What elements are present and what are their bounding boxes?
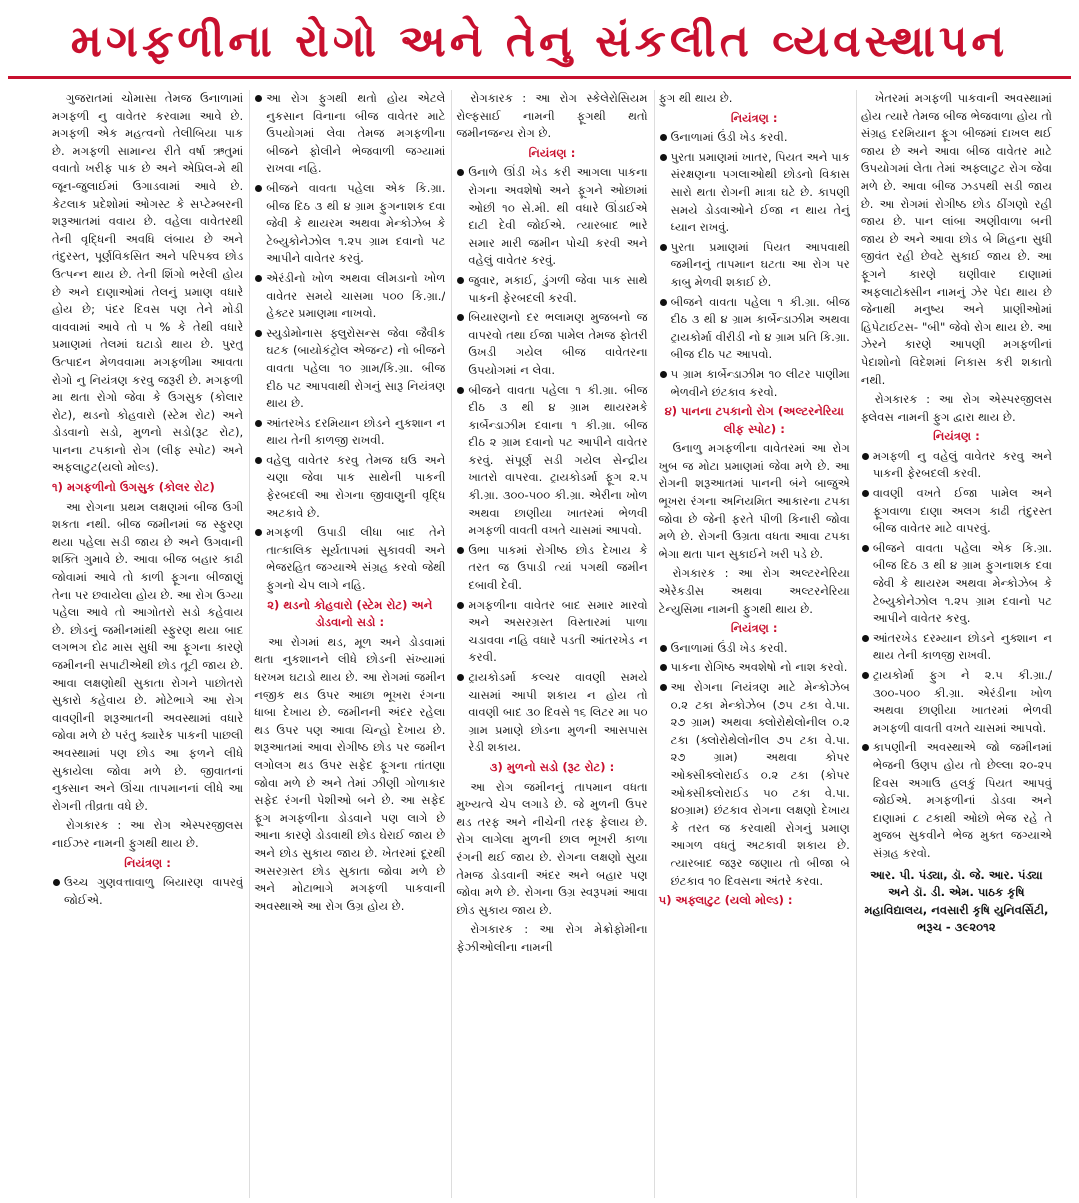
- column-3: [451, 90, 647, 1198]
- list-item: બીજને વાવતા પહેલા એક કિ.ગ્રા. બીજ દિઠ ૩ થી ૪ ગ્રામ ફુગનાશક દવા જેવી કે થાયરમ અથવા મેન્કોઝેબ કે ટેબ્યુકોનેઝોલ ૧.૨૫ ગ્રામ દવાનો પટ આપીને વાવેતર કરવુ.: [861, 540, 1052, 628]
- control-heading: નિયંત્રણ :: [528, 145, 576, 160]
- list-item: પુરતા પ્રમાણમાં પિયત આપવાથી જમીનનું તાપમાન ઘટતા આ રોગ પર કાબુ મેળવી શકાઈ છે.: [659, 239, 850, 292]
- leaf-spot-paragraph: ઉનાળુ મગફળીના વાવેતરમાં આ રોગ ખુબ જ મોટા પ્રમાણમાં જેવા મળે છે. આ રોગની શરૂઆતમાં પાનની બંને બાજુએ ભૂખરા રંગના અનિયમિત આકારના ટપકા જોવા છે જેની ફરતે પીળી કિનારી જોવા મળે છે. રોગની ઉગ્રતા વધતા આવા ટપકા ભેગા થતા પાન સુકાઈને ખરી પડે છે.: [658, 441, 850, 561]
- collar-rot-paragraph: આ રોગના પ્રથમ લક્ષણમાં બીજ ઉગી શકતા નથી. બીજ જમીનમાં જ સ્ફુરણ થયા પહેલા સડી જાય છે અને ઉગવાની શક્તિ ગુમાવે છે. આવા બીજ બહાર કાઢી જોવામાં આવે તો કાળી ફૂગના બીજાણું તેના પર છવાયેલા હોય છે. આ રોગ ઉગ્યા પહેલા આવે તો આગોતરો સડો કહેવાય છે. છોડનું જમીનમાંથી સ્ફુરણ થયા બાદ લગભગ દોઢ માસ સુધી આ ફૂગના કારણે જમીનની સપાટીએથી છોડ તૂટી જાય છે. આવા લક્ષણોથી સુકાતા રોગને પાછોતરો સુકારો કહેવાય છે. મોટેભાગે આ રોગ વાવણીની શરૂઆતની અવસ્થામાં વધારે જોવા મળે છે પરંતુ ક્યારેક પાકની પાછલી અવસ્થામાં પણ છોડ આ ફળને લીધે સુકાયેલા જોવા મળે છે. જીવાતનાં નુક્સાન અને ઊંચા તાપમાનનાં લીધે આ રોગની તીવ્રતા વધે છે.: [52, 499, 244, 813]
- list-item: ઉનાળે ઊંડી ખેડ કરી આગલા પાકના રોગના અવશેષો અને ફૂગને ઓછામાં ઓછી ૧૦ સે.મી. થી વધારે ઊંડાઈએ દાટી દેવી જોઈએ. ત્યારબાદ ભારે સમાર મારી જમીન પોચી કરવી અને વહેલું વાવેતર કરવું.: [456, 164, 647, 270]
- section-heading-stem-rot: ૨) થડનો કોહવારો (સ્ટેમ રોટ) અને ડોડવાનો સડો :: [267, 597, 433, 630]
- list-item: આ રોગ ફુગથી થતો હોય એટલે નુકસાન વિનાના બીજ વાવેતર માટે ઉપયોગમાં લેવા તેમજ મગફળીના બીજને ફોલીને ભેજવાળી જગ્યામાં રાખવા નહિ.: [254, 90, 445, 178]
- control-list: [659, 129, 850, 401]
- yellow-mold-paragraph: ખેતરમાં મગફળી પાકવાની અવસ્થામાં હોય ત્યારે તેમજ બીજ ભેજવાળા હોય તો સંગ્રહ દરમિયાન ફૂગ બીજમાં દાખલ થઈ જાય છે અને આવા બીજ વાવેતર માટે ઉપયોગમાં લેતા તેમાં અફ્લાટુટ રોગ જેવા મળે છે. આવા બીજ ઝડપથી સડી જાય છે. આ રોગમાં રોગીષ્ઠ છોડ ઠીંગણો રહી જાય છે. પાન લાંબા અણીવાળા બની જાય છે અને આવા છોડ બે મિહના સુધી જીવંત રહી છેવટે સુકાઈ જાય છે. આ ફૂગને કારણે ઘણીવાર દાણામાં અફલાટોક્સીન નામનું ઝેર પેદા થાય છે જેનાથી મનુષ્ય અને પ્રાણીઓમાં હિપેટાઈટસ- "બી" જેવો રોગ થાય છે. આ ઝેરને કારણે આપણી મગફળીનાં પેદાશોનો વિદેશમાં નિકાસ કરી શકાતો નથી.: [860, 91, 1053, 387]
- list-item: બીજને વાવતા પહેલા ૧ કી.ગ્રા. બીજ દીઠ ૩ થી ૪ ગ્રામ થાયરમકે કાર્બેન્ડાઝીમ દવાના ૧ કી.ગ્રા. બીજ દીઠ ૨ ગ્રામ દવાનો પટ આપીને વાવેતર કરવું. સંપૂર્ણ સડી ગયેલ સેન્દ્રીય ખાતરો વાપરવા. ટ્રાયકોડર્મા ફૂગ ૨.૫ કી.ગ્રા. ૩૦૦-૫૦૦ કી.ગ્રા. એરીના ખોળ અથવા છાણીયા ખાતરમાં ભેળવી મગફળી વાવતી વખતે ચાસમાં આપવો.: [456, 382, 647, 540]
- control-list: [254, 90, 445, 595]
- stem-rot-pathogen: રોગકારક : આ રોગ સ્કેલેરોસિયમ રોલ્ફસાઈ નામની ફૂગથી થતો જમીનજન્ય રોગ છે.: [456, 91, 648, 141]
- list-item: મગફળીના વાવેતર બાદ સમાર મારવો અને અસરગ્રસ્ત વિસ્તારમાં પાળા ચડાવવા નહિ વધારે પડતી આંતરખેડ ન કરવી.: [456, 597, 647, 667]
- list-item: ટ્રાયકોડર્મા કલ્ચર વાવણી સમયે ચાસમાં આપી શકાય ન હોય તો વાવણી બાદ ૩૦ દિવસે ૧૬ લિટર મા ૫૦ ગ્રામ પ્રમાણે છોડના મુળની આસપાસ રેડી શકાય.: [456, 669, 647, 757]
- list-item: પુરતા પ્રમાણમાં ખાતર, પિયત અને પાક સંરક્ષણના પગલાઓથી છોડનો વિકાસ સારો થતા રોગની માત્રા ઘટે છે. કાપણી સમયે ડોડવાઓને ઈજા ન થાય તેનું ધ્યાન રાખવું.: [659, 149, 850, 237]
- list-item: આંતરખેડ દરમ્યાન છોડને નુક્શાન ન થાય તેની કાળજી રાખવી.: [861, 630, 1052, 665]
- control-list: [659, 640, 850, 890]
- list-item: ઉભા પાકમાં રોગીષ્ઠ છોડ દેખાય કે તરત જ ઉપાડી ત્યાં પગથી જમીન દબાવી દેવી.: [456, 542, 647, 595]
- page-title: મગફળીના રોગો અને તેનુ સંકલીત વ્યવસ્થાપન: [70, 15, 1009, 67]
- list-item: કાપણીની અવસ્થાએ જો જમીનમાં ભેજની ઉણપ હોય તો છેલ્લા ૨૦-૨૫ દિવસ અગાઉ હલકું પિયત આપવું જોઈએ. મગફળીનાં ડોડવા અને દાણામાં ૮ ટકાથી ઓછો ભેજ રહે તે મુજબ સુકવીને ભેજ મુક્ત જગ્યાએ સંગ્રહ કરવો.: [861, 739, 1052, 862]
- control-heading: નિયંત્રણ :: [730, 621, 778, 636]
- column-4: [654, 90, 850, 1198]
- section-heading-root-rot: ૩) મુળનો સડો (રૂટ રોટ) :: [489, 759, 615, 774]
- root-rot-paragraph: આ રોગ જમીનનું તાપમાન વધતા મુખ્યત્વે ચેપ લગાડે છે. જે મુળની ઉપર થડ તરફ અને નીચેની તરફ ફેલાય છે. રોગ લાગેલા મુળની છાલ ભૂખરી કાળા રંગની થઈ જાય છે. રોગના લક્ષણો સુયા તેમજ ડોડવાની અંદર અને બહાર પણ જોવા મળે છે. રોગના ઉગ્ર સ્વરૂપમાં આવા છોડ સુકાય જાય છે.: [456, 779, 648, 917]
- list-item: ઉચ્ચ ગુણવત્તાવાળુ બિયારણ વાપરવું જોઈએ.: [52, 874, 243, 909]
- list-item: મગફળી ઉપાડી લીધા બાદ તેને તાત્કાલિક સૂર્યતાપમાં સુકાવવી અને ભેજરહિત જગ્યાએ સંગ્રહ કરવો જેથી ફુગનો ચેપ લાગે નહિ.: [254, 524, 445, 594]
- column-5: [856, 90, 1052, 1198]
- root-rot-pathogen-cont: ફુગ થી થાય છે.: [658, 91, 733, 105]
- control-heading: નિયંત્રણ :: [730, 110, 778, 125]
- list-item: મગફળી નુ વહેલું વાવેતર કરવુ અને પાકની ફેરબદલી કરવી.: [861, 448, 1052, 483]
- list-item: બીજને વાવતા પહેલા ૧ કી.ગ્રા. બીજ દીઠ ૩ થી ૪ ગ્રામ કાર્બેન્ડાઝીમ અથવા ટ્રાયકોર્મા વીરીડી નો ૪ ગ્રામ પ્રતિ કિ.ગ્રા. બીજ દીઠ પટ આપવો.: [659, 294, 850, 364]
- intro-paragraph: ગુજરાતમાં ચોમાસા તેમજ ઉનાળામાં મગફળી નુ વાવેતર કરવામા આવે છે. મગફળી એક મહત્વનો તેલીબિયા પાક છે. મગફળી સામાન્ય રીતે વર્ષા ઋતુમાં વવાતો ખરીફ પાક છે અને એપ્રિલ-મે થી જૂન-જુલાઈમાં ઉગાડવામાં આવે છે. કેટલાક પ્રદેશોમાં ઓગસ્ટ કે સપ્ટેમ્બરની શરૂઆતમાં વવાય છે. વહેલા વાવેતરથી તેની વૃદ્ધિની અવધિ લંબાય છે અને તંદુરસ્ત, પૂર્ણવિકસિત અને પરિપક્વ છોડ ઉત્પન્ન થાય છે. તેની શિંગો ભરેલી હોય છે અને દાણાઓમાં તેલનું પ્રમાણ વધારે હોય છે; પંદર દિવસ પણ તેને મોડી વાવવામાં આવે તો ૫ % કે તેથી વધારે પ્રમાણમાં તેલમાં ઘટાડો થાય છે. પુરતુ ઉત્પાદન મેળવવામા મગફળીમા આવતા રોગો નુ નિયંત્રણ કરવુ જરૂરી છે. મગફળી મા થતા રોગો જેવા કે ઉગસુક (કોલાર રોટ), થડનો કોહવારો (સ્ટેમ રોટ) અને ડોડવાનો સડો, મુળનો સડો(રૂટ રોટ), પાનના ટપકાનો રોગ (લીફ સ્પોટ) અને અફલાટુટ(યલો મોલ્ડ).: [52, 91, 244, 475]
- list-item: જુવાર, મકાઈ, ડુંગળી જેવા પાક સાથે પાકની ફેરબદલી કરવી.: [456, 272, 647, 307]
- control-heading: નિયંત્રણ :: [124, 855, 171, 870]
- control-heading: નિયંત્રણ :: [933, 429, 980, 444]
- list-item: બિયારણનો દર ભલામણ મુજબનો જ વાપરવો તથા ઈજા પામેલ તેમજ ફોતરી ઉખડી ગયેલ બીજ વાવેતરના ઉપયોગમાં ન લેવા.: [456, 309, 647, 379]
- control-list: [861, 448, 1052, 863]
- column-1: [52, 90, 243, 1198]
- section-heading-collar-rot: ૧) મગફળીનો ઉગસુક (કોલર રોટ): [52, 480, 215, 495]
- list-item: ઉનાળામાં ઉંડી ખેડ કરવી.: [659, 129, 850, 147]
- list-item: વહેલુ વાવેતર કરવુ તેમજ ઘઉ અને ચણા જેવા પાક સાથેની પાકની ફેરબદલી આ રોગના જીવાણુની વૃદ્ધિ અટકાવે છે.: [254, 452, 445, 522]
- article-body: [52, 90, 1052, 1198]
- leaf-spot-pathogen: રોગકારક : આ રોગ અલ્ટરનેરિયા એરેકડીસ અથવા અલ્ટરનેરિયા ટેન્યુસિમા નામની ફુગથી થાય છે.: [658, 566, 850, 616]
- list-item: આ રોગના નિયંત્રણ માટે મેન્કોઝેબ ૦.૨ ટકા મેન્કોઝેબ (૭૫ ટકા વે.પા. ૨૭ ગ્રામ) અથવા ક્લોરોથેલોનીલ ૦.૨ ટકા (ક્લોરોથેલોનીલ ૭૫ ટકા વે.પા. ૨૭ ગ્રામ) અથવા કોપર ઓક્સીક્લોરાઈડ ૦.૨ ટકા (કોપર ઓક્સીક્લોરાઈડ ૫૦ ટકા વે.પા. ૪૦ગ્રામ) છંટકાવ રોગના લક્ષણો દેખાય કે તરત જ કરવાથી રોગનું પ્રમાણ આગળ વધતું અટકાવી શકાય છે. ત્યારબાદ જરૂર જણાય તો બીજા બે છંટકાવ ૧૦ દિવસના અંતરે કરવા.: [659, 679, 850, 890]
- list-item: પાકના રોગિષ્ઠ અવશેષો નો નાશ કરવો.: [659, 659, 850, 677]
- list-item: ટ્રાયકોર્મા ફુગ ને ૨.૫ કી.ગ્રા./ ૩૦૦-૫૦૦ કી.ગ્રા. એરંડીના ખોળ અથવા છાણીયા ખાતરમાં ભેળવી મગફળી વાવતી વખતે ચાસમાં આપવો.: [861, 667, 1052, 737]
- yellow-mold-pathogen: રોગકારક : આ રોગ એસ્પરજીલસ ફ્લેવસ નામની ફુગ દ્વારા થાય છે.: [860, 392, 1053, 424]
- list-item: આંતરખેડ દરમિયાન છોડને નુકશાન ન થાય તેની કાળજી રાખવી.: [254, 415, 445, 450]
- section-heading-leaf-spot: ૪) પાનના ટપકાનો રોગ (અલ્ટરનેરિયા લીફ સ્પોટ) :: [664, 404, 844, 436]
- root-rot-pathogen: રોગકારક : આ રોગ મેક્રોફોમીના ફેઝીઓલીના નામની: [456, 922, 648, 954]
- list-item: એરંડીનો ખોળ અથવા લીમડાનો ખોળ વાવેતર સમયે ચાસમા ૫૦૦ કિ.ગ્રા./ હેક્ટર પ્રમાણમા નાખવો.: [254, 270, 445, 323]
- title-banner: [8, 6, 1071, 79]
- stem-rot-paragraph: આ રોગમાં થડ, મૂળ અને ડોડવામાં થતા નુકશાનને લીધે છોડની સંખ્યામાં ધરખમ ઘટાડો થાય છે. આ રોગમાં જમીન નજીક થડ ઉપર આછા ભૂખરા રંગના ધાબા દેખાય છે. જમીનની અંદર રહેલા થડ ઉપર પણ આવા ચિન્હો દેખાય છે. શરૂઆતમાં આવા રોગીષ્ઠ છોડ પર જમીન લગોલગ થડ ઉપર સફેદ ફૂગના તાંતણા જોવા મળે છે અને તેમાં ઝીણી ગોળાકાર સફેદ રંગની પેશીઓ બને છે. આ સફેદ ફૂગ મગફળીના ડોડવાને પણ લાગે છે આના કારણે ડોડવાથી છોડ ઘેરાઈ જાય છે અને છોડ સુકાય જાય છે. ખેતરમાં દૂરથી અસરગ્રસ્ત છોડ સુકાતા જોવા મળે છે અને મોટાભાગે મગફળી પાકવાની અવસ્થાએ આ રોગ ઉગ્ર હોય છે.: [254, 634, 446, 913]
- list-item: વાવણી વખતે ઈજા પામેલ અને ફૂગવાળા દાણા અલગ કાઢી તંદુરસ્ત બીજ વાવેતર માટે વાપરવું.: [861, 485, 1052, 538]
- author-credit: આર. પી. પંડ્યા, ડૉ. જે. આર. પંડ્યા અને ડૉ. ડી. એમ. પાઠક કૃષિ મહાવિદ્યાલય, નવસારી કૃષિ યુનિવર્સિટી, ભરૂચ - ૩૯૨૦૧૨: [864, 867, 1049, 935]
- column-2: [249, 90, 445, 1198]
- list-item: બીજને વાવતા પહેલા એક કિ.ગ્રા. બીજ દિઠ ૩ થી ૪ ગ્રામ ફુગનાશક દવા જેવી કે થાયરમ અથવા મેન્કોઝેબ કે ટેબ્યુકોનેઝોલ ૧.૨૫ ગ્રામ દવાનો પટ આપીને વાવેતર કરવું.: [254, 180, 445, 268]
- collar-rot-pathogen: રોગકારક : આ રોગ એસ્પરજીલસ નાઈઝર નામની ફુગથી થાય છે.: [52, 818, 244, 850]
- control-list: [52, 874, 243, 909]
- list-item: ૫ ગ્રામ કાર્બેન્ડાઝીમ ૧૦ લીટર પાણીમા ભેળવીને છંટકાવ કરવો.: [659, 366, 850, 401]
- section-heading-yellow-mold: ૫) અફ્લાટુટ (યલો મોલ્ડ) :: [658, 893, 793, 908]
- list-item: ઉનાળામાં ઉંડી ખેડ કરવી.: [659, 640, 850, 658]
- control-list: [456, 164, 647, 757]
- list-item: સ્યુડોમોનાસ ફ્લુરોસન્સ જેવા જૈવીક ઘટક (બાયોકંટ્રોલ એજન્ટ) નો બીજને વાવતા પહેલા ૧૦ ગ્રામ/કિ.ગ્રા. બીજ દીઠ પટ આપવાથી રોગનું સારૂ નિયંત્રણ થાય છે.: [254, 325, 445, 413]
